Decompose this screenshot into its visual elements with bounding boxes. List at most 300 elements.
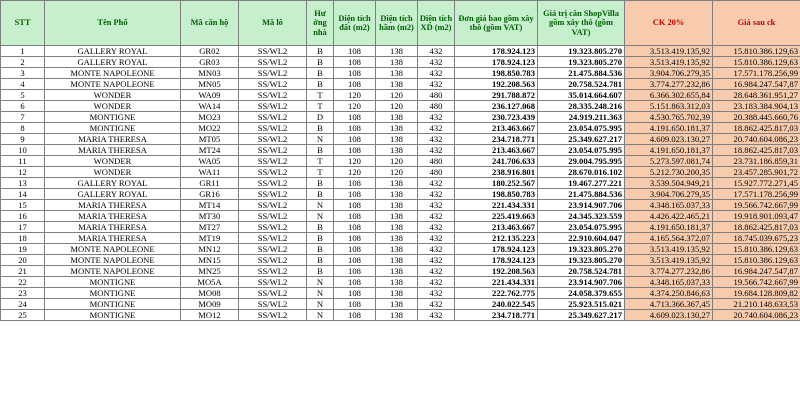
cell-stt[interactable]: 6 xyxy=(1,101,45,112)
cell-dien-tich-ham[interactable]: 120 xyxy=(376,156,418,167)
cell-huong-nha[interactable]: B xyxy=(307,46,334,57)
cell-dien-tich-ham[interactable]: 138 xyxy=(376,222,418,233)
cell-ck[interactable]: 3.774.277.232,86 xyxy=(625,266,713,277)
cell-ten-pho[interactable]: MONTIGNE xyxy=(45,299,181,310)
cell-dien-tich-dat[interactable]: 108 xyxy=(334,277,376,288)
cell-gia-sau-ck[interactable]: 19.918.901.093,47 xyxy=(713,211,800,222)
cell-ten-pho[interactable]: WONDER xyxy=(45,101,181,112)
cell-don-gia[interactable]: 221.434.331 xyxy=(455,277,538,288)
cell-ten-pho[interactable]: MONTIGNE xyxy=(45,123,181,134)
cell-dien-tich-xd[interactable]: 480 xyxy=(418,156,455,167)
cell-gia-sau-ck[interactable]: 19.566.742.667,99 xyxy=(713,277,800,288)
cell-stt[interactable]: 3 xyxy=(1,68,45,79)
cell-dien-tich-ham[interactable]: 138 xyxy=(376,277,418,288)
cell-don-gia[interactable]: 241.706.633 xyxy=(455,156,538,167)
cell-huong-nha[interactable]: N xyxy=(307,277,334,288)
cell-dien-tich-dat[interactable]: 108 xyxy=(334,57,376,68)
cell-ck[interactable]: 3.513.419.135,92 xyxy=(625,46,713,57)
cell-ma-lo[interactable]: SS/WL2 xyxy=(239,167,307,178)
cell-gia-tri-can[interactable]: 19.323.805.270 xyxy=(538,46,625,57)
cell-don-gia[interactable]: 180.252.567 xyxy=(455,178,538,189)
cell-gia-tri-can[interactable]: 28.670.016.102 xyxy=(538,167,625,178)
cell-dien-tich-dat[interactable]: 108 xyxy=(334,46,376,57)
cell-stt[interactable]: 24 xyxy=(1,299,45,310)
cell-gia-sau-ck[interactable]: 20.740.604.086,23 xyxy=(713,310,800,321)
cell-dien-tich-dat[interactable]: 108 xyxy=(334,68,376,79)
cell-huong-nha[interactable]: T xyxy=(307,167,334,178)
cell-ck[interactable]: 3.513.419.135,92 xyxy=(625,244,713,255)
cell-ten-pho[interactable]: MONTE NAPOLEONE xyxy=(45,255,181,266)
cell-stt[interactable]: 21 xyxy=(1,266,45,277)
cell-ma-can-ho[interactable]: MT24 xyxy=(181,145,239,156)
cell-stt[interactable]: 17 xyxy=(1,222,45,233)
cell-dien-tich-dat[interactable]: 108 xyxy=(334,244,376,255)
cell-ten-pho[interactable]: GALLERY ROYAL xyxy=(45,189,181,200)
cell-dien-tich-dat[interactable]: 108 xyxy=(334,233,376,244)
cell-ma-can-ho[interactable]: GR02 xyxy=(181,46,239,57)
cell-gia-sau-ck[interactable]: 16.984.247.547,87 xyxy=(713,79,800,90)
cell-ten-pho[interactable]: MONTE NAPOLEONE xyxy=(45,244,181,255)
cell-dien-tich-xd[interactable]: 432 xyxy=(418,189,455,200)
cell-ten-pho[interactable]: MONTE NAPOLEONE xyxy=(45,68,181,79)
cell-ma-can-ho[interactable]: MN05 xyxy=(181,79,239,90)
cell-ma-can-ho[interactable]: MT05 xyxy=(181,134,239,145)
cell-stt[interactable]: 8 xyxy=(1,123,45,134)
cell-stt[interactable]: 20 xyxy=(1,255,45,266)
cell-gia-tri-can[interactable]: 23.054.075.995 xyxy=(538,123,625,134)
cell-ma-can-ho[interactable]: GR03 xyxy=(181,57,239,68)
cell-ma-can-ho[interactable]: MN03 xyxy=(181,68,239,79)
cell-huong-nha[interactable]: N xyxy=(307,288,334,299)
cell-ma-can-ho[interactable]: MN25 xyxy=(181,266,239,277)
cell-gia-tri-can[interactable]: 22.910.604.047 xyxy=(538,233,625,244)
cell-ma-can-ho[interactable]: MO09 xyxy=(181,299,239,310)
cell-huong-nha[interactable]: N xyxy=(307,200,334,211)
cell-ten-pho[interactable]: MONTIGNE xyxy=(45,112,181,123)
cell-don-gia[interactable]: 238.916.801 xyxy=(455,167,538,178)
cell-huong-nha[interactable]: D xyxy=(307,112,334,123)
cell-dien-tich-ham[interactable]: 120 xyxy=(376,167,418,178)
cell-dien-tich-xd[interactable]: 432 xyxy=(418,79,455,90)
cell-gia-tri-can[interactable]: 23.914.907.706 xyxy=(538,200,625,211)
cell-ck[interactable]: 4.426.422.465,21 xyxy=(625,211,713,222)
cell-ten-pho[interactable]: MARIA THERESA xyxy=(45,211,181,222)
cell-dien-tich-dat[interactable]: 108 xyxy=(334,200,376,211)
cell-ten-pho[interactable]: WONDER xyxy=(45,167,181,178)
cell-ck[interactable]: 4.191.650.181,37 xyxy=(625,145,713,156)
cell-gia-tri-can[interactable]: 24.919.211.363 xyxy=(538,112,625,123)
cell-dien-tich-dat[interactable]: 108 xyxy=(334,134,376,145)
cell-stt[interactable]: 15 xyxy=(1,200,45,211)
cell-dien-tich-ham[interactable]: 138 xyxy=(376,211,418,222)
cell-dien-tich-dat[interactable]: 120 xyxy=(334,167,376,178)
cell-don-gia[interactable]: 212.135.223 xyxy=(455,233,538,244)
cell-ck[interactable]: 4.348.165.037,33 xyxy=(625,277,713,288)
cell-ma-can-ho[interactable]: GR11 xyxy=(181,178,239,189)
cell-gia-tri-can[interactable]: 23.054.075.995 xyxy=(538,222,625,233)
cell-ten-pho[interactable]: GALLERY ROYAL xyxy=(45,46,181,57)
cell-ma-can-ho[interactable]: MO12 xyxy=(181,310,239,321)
cell-don-gia[interactable]: 230.723.439 xyxy=(455,112,538,123)
cell-ck[interactable]: 4.609.023.130,27 xyxy=(625,134,713,145)
cell-gia-sau-ck[interactable]: 18.862.425.817,03 xyxy=(713,145,800,156)
cell-ma-lo[interactable]: SS/WL2 xyxy=(239,90,307,101)
cell-ma-lo[interactable]: SS/WL2 xyxy=(239,145,307,156)
cell-gia-sau-ck[interactable]: 17.571.178.256,99 xyxy=(713,189,800,200)
cell-gia-sau-ck[interactable]: 15.810.386.129,63 xyxy=(713,255,800,266)
cell-dien-tich-dat[interactable]: 108 xyxy=(334,288,376,299)
cell-ma-lo[interactable]: SS/WL2 xyxy=(239,277,307,288)
cell-gia-tri-can[interactable]: 19.467.277.221 xyxy=(538,178,625,189)
cell-huong-nha[interactable]: B xyxy=(307,123,334,134)
cell-dien-tich-xd[interactable]: 432 xyxy=(418,46,455,57)
cell-gia-tri-can[interactable]: 25.349.627.217 xyxy=(538,310,625,321)
header-ten-pho[interactable]: Tên Phố xyxy=(45,1,181,46)
cell-ma-lo[interactable]: SS/WL2 xyxy=(239,57,307,68)
cell-ma-lo[interactable]: SS/WL2 xyxy=(239,123,307,134)
cell-dien-tich-ham[interactable]: 138 xyxy=(376,266,418,277)
cell-gia-tri-can[interactable]: 19.323.805.270 xyxy=(538,255,625,266)
cell-dien-tich-dat[interactable]: 108 xyxy=(334,266,376,277)
cell-dien-tich-xd[interactable]: 432 xyxy=(418,200,455,211)
cell-gia-tri-can[interactable]: 25.349.627.217 xyxy=(538,134,625,145)
cell-ten-pho[interactable]: GALLERY ROYAL xyxy=(45,57,181,68)
cell-gia-sau-ck[interactable]: 20.388.445.660,76 xyxy=(713,112,800,123)
cell-don-gia[interactable]: 222.762.775 xyxy=(455,288,538,299)
header-dien-tich-dat[interactable]: Diện tích đất (m2) xyxy=(334,1,376,46)
cell-dien-tich-dat[interactable]: 108 xyxy=(334,299,376,310)
cell-huong-nha[interactable]: T xyxy=(307,101,334,112)
cell-dien-tich-dat[interactable]: 120 xyxy=(334,156,376,167)
cell-stt[interactable]: 11 xyxy=(1,156,45,167)
cell-gia-tri-can[interactable]: 20.758.524.781 xyxy=(538,79,625,90)
cell-gia-tri-can[interactable]: 23.054.075.995 xyxy=(538,145,625,156)
cell-gia-sau-ck[interactable]: 19.566.742.667,99 xyxy=(713,200,800,211)
header-gia-tri-can[interactable]: Giá trị căn ShopVilla gồm xây thô (gồm VAT) xyxy=(538,1,625,46)
cell-dien-tich-ham[interactable]: 138 xyxy=(376,68,418,79)
cell-ma-lo[interactable]: SS/WL2 xyxy=(239,266,307,277)
cell-huong-nha[interactable]: B xyxy=(307,222,334,233)
cell-don-gia[interactable]: 240.022.545 xyxy=(455,299,538,310)
cell-ma-can-ho[interactable]: MO22 xyxy=(181,123,239,134)
cell-ma-lo[interactable]: SS/WL2 xyxy=(239,233,307,244)
cell-ten-pho[interactable]: MARIA THERESA xyxy=(45,233,181,244)
cell-gia-tri-can[interactable]: 19.323.805.270 xyxy=(538,57,625,68)
cell-huong-nha[interactable]: B xyxy=(307,178,334,189)
cell-don-gia[interactable]: 213.463.667 xyxy=(455,123,538,134)
cell-dien-tich-dat[interactable]: 108 xyxy=(334,222,376,233)
cell-ck[interactable]: 6.366.302.655,84 xyxy=(625,90,713,101)
cell-ma-lo[interactable]: SS/WL2 xyxy=(239,46,307,57)
cell-stt[interactable]: 23 xyxy=(1,288,45,299)
cell-huong-nha[interactable]: B xyxy=(307,233,334,244)
cell-ma-lo[interactable]: SS/WL2 xyxy=(239,299,307,310)
cell-ck[interactable]: 4.191.650.181,37 xyxy=(625,123,713,134)
cell-dien-tich-ham[interactable]: 138 xyxy=(376,112,418,123)
cell-ma-can-ho[interactable]: MT14 xyxy=(181,200,239,211)
cell-ma-lo[interactable]: SS/WL2 xyxy=(239,79,307,90)
cell-dien-tich-dat[interactable]: 120 xyxy=(334,90,376,101)
cell-stt[interactable]: 9 xyxy=(1,134,45,145)
cell-ma-lo[interactable]: SS/WL2 xyxy=(239,112,307,123)
cell-dien-tich-ham[interactable]: 138 xyxy=(376,46,418,57)
cell-gia-sau-ck[interactable]: 17.571.178.256,99 xyxy=(713,68,800,79)
cell-dien-tich-dat[interactable]: 108 xyxy=(334,79,376,90)
cell-gia-tri-can[interactable]: 25.923.515.021 xyxy=(538,299,625,310)
cell-ck[interactable]: 5.151.863.312,03 xyxy=(625,101,713,112)
cell-huong-nha[interactable]: B xyxy=(307,255,334,266)
cell-don-gia[interactable]: 225.419.663 xyxy=(455,211,538,222)
cell-ma-lo[interactable]: SS/WL2 xyxy=(239,244,307,255)
cell-dien-tich-dat[interactable]: 108 xyxy=(334,211,376,222)
cell-huong-nha[interactable]: B xyxy=(307,189,334,200)
cell-dien-tich-ham[interactable]: 138 xyxy=(376,299,418,310)
cell-ma-can-ho[interactable]: WA11 xyxy=(181,167,239,178)
cell-ck[interactable]: 3.774.277.232,86 xyxy=(625,79,713,90)
cell-ma-can-ho[interactable]: MO23 xyxy=(181,112,239,123)
cell-huong-nha[interactable]: B xyxy=(307,266,334,277)
cell-ck[interactable]: 4.713.366.367,45 xyxy=(625,299,713,310)
cell-gia-tri-can[interactable]: 35.014.664.607 xyxy=(538,90,625,101)
cell-dien-tich-xd[interactable]: 432 xyxy=(418,299,455,310)
cell-huong-nha[interactable]: T xyxy=(307,156,334,167)
cell-gia-tri-can[interactable]: 24.058.379.655 xyxy=(538,288,625,299)
cell-ten-pho[interactable]: MONTIGNE xyxy=(45,310,181,321)
cell-ma-can-ho[interactable]: GR16 xyxy=(181,189,239,200)
cell-don-gia[interactable]: 178.924.123 xyxy=(455,255,538,266)
cell-dien-tich-ham[interactable]: 138 xyxy=(376,57,418,68)
cell-stt[interactable]: 22 xyxy=(1,277,45,288)
cell-dien-tich-xd[interactable]: 432 xyxy=(418,277,455,288)
header-dien-tich-xd[interactable]: Diện tích XD (m2) xyxy=(418,1,455,46)
cell-dien-tich-xd[interactable]: 432 xyxy=(418,222,455,233)
cell-don-gia[interactable]: 178.924.123 xyxy=(455,244,538,255)
cell-dien-tich-ham[interactable]: 138 xyxy=(376,255,418,266)
cell-dien-tich-dat[interactable]: 108 xyxy=(334,189,376,200)
header-ma-can-ho[interactable]: Mã căn hộ xyxy=(181,1,239,46)
cell-ck[interactable]: 3.904.706.279,35 xyxy=(625,68,713,79)
cell-gia-tri-can[interactable]: 21.475.884.536 xyxy=(538,189,625,200)
cell-ten-pho[interactable]: MONTE NAPOLEONE xyxy=(45,79,181,90)
cell-ma-can-ho[interactable]: MT27 xyxy=(181,222,239,233)
cell-dien-tich-ham[interactable]: 138 xyxy=(376,178,418,189)
cell-ck[interactable]: 3.513.419.135,92 xyxy=(625,57,713,68)
cell-don-gia[interactable]: 178.924.123 xyxy=(455,46,538,57)
cell-gia-sau-ck[interactable]: 23.731.186.859,31 xyxy=(713,156,800,167)
cell-stt[interactable]: 5 xyxy=(1,90,45,101)
cell-ck[interactable]: 5.273.597.081,74 xyxy=(625,156,713,167)
cell-gia-sau-ck[interactable]: 20.740.604.086,23 xyxy=(713,134,800,145)
cell-ma-can-ho[interactable]: MO08 xyxy=(181,288,239,299)
cell-dien-tich-ham[interactable]: 138 xyxy=(376,310,418,321)
cell-ma-lo[interactable]: SS/WL2 xyxy=(239,288,307,299)
cell-dien-tich-xd[interactable]: 432 xyxy=(418,68,455,79)
cell-ma-can-ho[interactable]: MO5A xyxy=(181,277,239,288)
cell-huong-nha[interactable]: B xyxy=(307,68,334,79)
cell-ck[interactable]: 5.212.730.200,35 xyxy=(625,167,713,178)
cell-ma-lo[interactable]: SS/WL2 xyxy=(239,189,307,200)
cell-dien-tich-ham[interactable]: 120 xyxy=(376,101,418,112)
cell-huong-nha[interactable]: B xyxy=(307,244,334,255)
header-stt[interactable]: STT xyxy=(1,1,45,46)
cell-stt[interactable]: 1 xyxy=(1,46,45,57)
cell-dien-tich-xd[interactable]: 480 xyxy=(418,90,455,101)
cell-huong-nha[interactable]: T xyxy=(307,90,334,101)
cell-ma-lo[interactable]: SS/WL2 xyxy=(239,178,307,189)
cell-huong-nha[interactable]: B xyxy=(307,79,334,90)
header-ma-lo[interactable]: Mã lô xyxy=(239,1,307,46)
cell-ten-pho[interactable]: MONTIGNE xyxy=(45,288,181,299)
cell-ten-pho[interactable]: MONTIGNE xyxy=(45,277,181,288)
cell-ma-can-ho[interactable]: MT30 xyxy=(181,211,239,222)
header-huong-nha[interactable]: Hư ớng nhà xyxy=(307,1,334,46)
cell-dien-tich-xd[interactable]: 432 xyxy=(418,57,455,68)
cell-ck[interactable]: 4.191.650.181,37 xyxy=(625,222,713,233)
cell-ma-can-ho[interactable]: WA05 xyxy=(181,156,239,167)
cell-gia-sau-ck[interactable]: 28.648.361.951,27 xyxy=(713,90,800,101)
cell-gia-sau-ck[interactable]: 18.862.425.817,03 xyxy=(713,222,800,233)
header-don-gia[interactable]: Đơn giá bao gồm xây thô (gồm VAT) xyxy=(455,1,538,46)
cell-ma-can-ho[interactable]: WA14 xyxy=(181,101,239,112)
cell-ma-lo[interactable]: SS/WL2 xyxy=(239,310,307,321)
cell-huong-nha[interactable]: B xyxy=(307,145,334,156)
cell-don-gia[interactable]: 198.850.783 xyxy=(455,68,538,79)
cell-ten-pho[interactable]: MARIA THERESA xyxy=(45,200,181,211)
cell-gia-tri-can[interactable]: 19.323.805.270 xyxy=(538,244,625,255)
cell-stt[interactable]: 12 xyxy=(1,167,45,178)
cell-don-gia[interactable]: 221.434.331 xyxy=(455,200,538,211)
cell-stt[interactable]: 4 xyxy=(1,79,45,90)
cell-dien-tich-dat[interactable]: 108 xyxy=(334,145,376,156)
cell-ma-lo[interactable]: SS/WL2 xyxy=(239,255,307,266)
cell-gia-tri-can[interactable]: 28.335.248.216 xyxy=(538,101,625,112)
cell-gia-sau-ck[interactable]: 15.810.386.129,63 xyxy=(713,244,800,255)
cell-ma-lo[interactable]: SS/WL2 xyxy=(239,101,307,112)
cell-gia-sau-ck[interactable]: 23.457.285.901,72 xyxy=(713,167,800,178)
cell-huong-nha[interactable]: B xyxy=(307,57,334,68)
cell-ma-lo[interactable]: SS/WL2 xyxy=(239,222,307,233)
cell-dien-tich-xd[interactable]: 432 xyxy=(418,233,455,244)
cell-dien-tich-xd[interactable]: 432 xyxy=(418,145,455,156)
cell-stt[interactable]: 13 xyxy=(1,178,45,189)
cell-dien-tich-dat[interactable]: 108 xyxy=(334,123,376,134)
cell-dien-tich-ham[interactable]: 138 xyxy=(376,189,418,200)
header-dien-tich-ham[interactable]: Diện tích hầm (m2) xyxy=(376,1,418,46)
cell-stt[interactable]: 2 xyxy=(1,57,45,68)
cell-dien-tich-xd[interactable]: 432 xyxy=(418,178,455,189)
cell-gia-sau-ck[interactable]: 19.684.128.809,82 xyxy=(713,288,800,299)
cell-gia-sau-ck[interactable]: 18.862.425.817,03 xyxy=(713,123,800,134)
cell-don-gia[interactable]: 213.463.667 xyxy=(455,222,538,233)
cell-ten-pho[interactable]: WONDER xyxy=(45,90,181,101)
cell-ma-can-ho[interactable]: MN12 xyxy=(181,244,239,255)
cell-ck[interactable]: 4.165.564.372,07 xyxy=(625,233,713,244)
cell-dien-tich-xd[interactable]: 432 xyxy=(418,123,455,134)
cell-dien-tich-xd[interactable]: 432 xyxy=(418,211,455,222)
cell-dien-tich-dat[interactable]: 108 xyxy=(334,310,376,321)
cell-don-gia[interactable]: 192.208.563 xyxy=(455,266,538,277)
cell-dien-tich-dat[interactable]: 120 xyxy=(334,101,376,112)
cell-ma-can-ho[interactable]: MN15 xyxy=(181,255,239,266)
cell-dien-tich-ham[interactable]: 138 xyxy=(376,134,418,145)
cell-ten-pho[interactable]: MARIA THERESA xyxy=(45,222,181,233)
cell-stt[interactable]: 16 xyxy=(1,211,45,222)
cell-huong-nha[interactable]: N xyxy=(307,211,334,222)
cell-ma-lo[interactable]: SS/WL2 xyxy=(239,211,307,222)
cell-dien-tich-ham[interactable]: 138 xyxy=(376,233,418,244)
cell-gia-tri-can[interactable]: 20.758.524.781 xyxy=(538,266,625,277)
cell-ma-can-ho[interactable]: MT19 xyxy=(181,233,239,244)
cell-dien-tich-ham[interactable]: 138 xyxy=(376,244,418,255)
cell-dien-tich-xd[interactable]: 480 xyxy=(418,101,455,112)
cell-ck[interactable]: 3.539.504.949,21 xyxy=(625,178,713,189)
cell-dien-tich-dat[interactable]: 108 xyxy=(334,255,376,266)
cell-stt[interactable]: 14 xyxy=(1,189,45,200)
cell-dien-tich-dat[interactable]: 108 xyxy=(334,178,376,189)
cell-stt[interactable]: 18 xyxy=(1,233,45,244)
cell-gia-sau-ck[interactable]: 23.183.384.904,13 xyxy=(713,101,800,112)
cell-gia-sau-ck[interactable]: 16.984.247.547,87 xyxy=(713,266,800,277)
cell-gia-sau-ck[interactable]: 18.745.039.675,23 xyxy=(713,233,800,244)
cell-ck[interactable]: 3.513.419.135,92 xyxy=(625,255,713,266)
cell-gia-tri-can[interactable]: 23.914.907.706 xyxy=(538,277,625,288)
cell-ten-pho[interactable]: MARIA THERESA xyxy=(45,134,181,145)
cell-ck[interactable]: 4.530.765.702,39 xyxy=(625,112,713,123)
cell-don-gia[interactable]: 198.850.783 xyxy=(455,189,538,200)
cell-dien-tich-xd[interactable]: 432 xyxy=(418,255,455,266)
cell-stt[interactable]: 10 xyxy=(1,145,45,156)
cell-stt[interactable]: 7 xyxy=(1,112,45,123)
cell-ma-lo[interactable]: SS/WL2 xyxy=(239,156,307,167)
cell-dien-tich-ham[interactable]: 138 xyxy=(376,145,418,156)
cell-ck[interactable]: 4.609.023.130,27 xyxy=(625,310,713,321)
cell-ten-pho[interactable]: GALLERY ROYAL xyxy=(45,178,181,189)
cell-ma-lo[interactable]: SS/WL2 xyxy=(239,200,307,211)
header-ck[interactable]: CK 20% xyxy=(625,1,713,46)
cell-gia-tri-can[interactable]: 24.345.323.559 xyxy=(538,211,625,222)
cell-huong-nha[interactable]: N xyxy=(307,134,334,145)
cell-ten-pho[interactable]: MONTE NAPOLEONE xyxy=(45,266,181,277)
cell-don-gia[interactable]: 234.718.771 xyxy=(455,310,538,321)
cell-dien-tich-ham[interactable]: 120 xyxy=(376,90,418,101)
cell-dien-tich-ham[interactable]: 138 xyxy=(376,200,418,211)
header-gia-sau-ck[interactable]: Giá sau ck xyxy=(713,1,800,46)
cell-gia-sau-ck[interactable]: 21.210.148.633,53 xyxy=(713,299,800,310)
cell-don-gia[interactable]: 291.788.872 xyxy=(455,90,538,101)
cell-gia-tri-can[interactable]: 29.004.795.995 xyxy=(538,156,625,167)
cell-huong-nha[interactable]: N xyxy=(307,310,334,321)
cell-gia-sau-ck[interactable]: 15.810.386.129,63 xyxy=(713,57,800,68)
cell-dien-tich-ham[interactable]: 138 xyxy=(376,79,418,90)
cell-dien-tich-xd[interactable]: 432 xyxy=(418,112,455,123)
cell-ck[interactable]: 3.904.706.279,35 xyxy=(625,189,713,200)
cell-stt[interactable]: 19 xyxy=(1,244,45,255)
cell-dien-tich-xd[interactable]: 432 xyxy=(418,310,455,321)
cell-ck[interactable]: 4.348.165.037,33 xyxy=(625,200,713,211)
cell-ck[interactable]: 4.374.250.846,63 xyxy=(625,288,713,299)
cell-don-gia[interactable]: 234.718.771 xyxy=(455,134,538,145)
cell-don-gia[interactable]: 178.924.123 xyxy=(455,57,538,68)
cell-don-gia[interactable]: 236.127.068 xyxy=(455,101,538,112)
cell-gia-sau-ck[interactable]: 15.927.772.271,45 xyxy=(713,178,800,189)
cell-stt[interactable]: 25 xyxy=(1,310,45,321)
cell-dien-tich-ham[interactable]: 138 xyxy=(376,123,418,134)
cell-don-gia[interactable]: 192.208.563 xyxy=(455,79,538,90)
cell-dien-tich-xd[interactable]: 480 xyxy=(418,167,455,178)
cell-ma-can-ho[interactable]: WA09 xyxy=(181,90,239,101)
cell-ten-pho[interactable]: WONDER xyxy=(45,156,181,167)
cell-dien-tich-xd[interactable]: 432 xyxy=(418,244,455,255)
